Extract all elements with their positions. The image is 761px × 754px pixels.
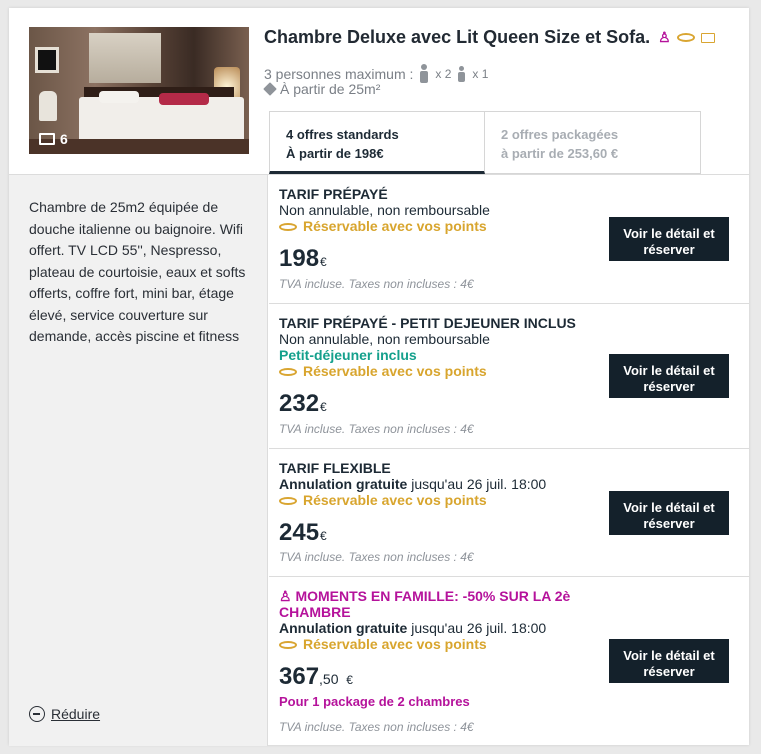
child-icon: [457, 66, 466, 83]
offer-taxes: TVA incluse. Taxes non incluses : 4€: [279, 422, 474, 436]
offer-price: [279, 519, 327, 547]
room-body: [9, 174, 749, 745]
offer-cancellation-bold: Annulation gratuite: [279, 476, 408, 492]
offer-price: [279, 390, 327, 418]
family-icon: ♙: [658, 29, 671, 45]
photo-art: [35, 47, 59, 73]
offer-item: [269, 577, 749, 746]
offer-item: [269, 449, 749, 577]
offer-conditions: Non annulable, non remboursable: [279, 202, 490, 218]
tab-standard-title: 4 offres standards: [286, 127, 399, 142]
reduce-label: Réduire: [51, 706, 101, 722]
offer-cancellation: [279, 476, 546, 493]
offer-points: [279, 636, 487, 653]
offer-price: [279, 663, 353, 691]
area-icon: [263, 82, 277, 96]
room-area: [264, 81, 380, 97]
offer-taxes: TVA incluse. Taxes non incluses : 4€: [279, 277, 474, 291]
tab-package-title: 2 offres packagées: [501, 127, 619, 142]
points-icon: [677, 33, 695, 42]
book-button[interactable]: Voir le détail et réserver: [609, 491, 729, 535]
reduce-link[interactable]: [29, 706, 100, 722]
book-button[interactable]: Voir le détail et réserver: [609, 217, 729, 261]
photo-count-label: 6: [60, 131, 68, 147]
offer-cancellation-rest: jusqu'au 26 juil. 18:00: [407, 620, 547, 636]
offer-cancellation: [279, 620, 546, 637]
offer-points: [279, 492, 487, 509]
offer-name: TARIF PRÉPAYÉ: [279, 186, 388, 202]
points-icon: [279, 497, 297, 505]
room-header: [9, 8, 749, 174]
points-icon: [279, 223, 297, 231]
photo-count[interactable]: [39, 131, 68, 147]
offer-item: [269, 175, 749, 304]
book-button[interactable]: Voir le détail et réserver: [609, 354, 729, 398]
offer-cancellation-bold: Annulation gratuite: [279, 620, 408, 636]
offer-taxes: TVA incluse. Taxes non incluses : 4€: [279, 550, 474, 564]
points-icon: [279, 368, 297, 376]
offer-cancellation-rest: jusqu'au 26 juil. 18:00: [407, 476, 547, 492]
room-title: [264, 27, 715, 48]
offer-conditions: Non annulable, non remboursable: [279, 331, 490, 347]
room-title-icons: [658, 29, 715, 46]
offer-price-int: 367: [279, 663, 320, 690]
points-icon: [279, 641, 297, 649]
offer-price-int: 198: [279, 245, 320, 272]
adult-icon: [419, 64, 429, 84]
offer-price-currency: €: [346, 673, 353, 687]
offer-price-cents: ,50: [319, 671, 339, 687]
book-button[interactable]: Voir le détail et réserver: [609, 639, 729, 683]
offer-price-currency: €: [320, 400, 327, 414]
adult-count: x 2: [435, 67, 452, 81]
offer-name: TARIF FLEXIBLE: [279, 460, 391, 476]
offer-package-note: Pour 1 package de 2 chambres: [279, 694, 470, 709]
room-sidebar: [9, 175, 268, 746]
offer-points: [279, 363, 487, 380]
offer-price-int: 245: [279, 519, 320, 546]
photo-pillow: [99, 91, 139, 103]
tab-standard-price: À partir de 198€: [286, 146, 384, 161]
photo-pillow: [159, 93, 209, 105]
room-photo[interactable]: [29, 27, 249, 154]
family-icon: ♙: [279, 588, 292, 604]
room-title-text: Chambre Deluxe avec Lit Queen Size et Sofa.: [264, 27, 651, 47]
offer-points-label: Réservable avec vos points: [303, 363, 487, 379]
room-card: [9, 8, 749, 745]
offer-breakfast: Petit-déjeuner inclus: [279, 347, 417, 363]
offer-points-label: Réservable avec vos points: [303, 218, 487, 234]
offer-points-label: Réservable avec vos points: [303, 492, 487, 508]
offer-name: TARIF PRÉPAYÉ - PETIT DEJEUNER INCLUS: [279, 315, 576, 331]
offer-name-text: MOMENTS EN FAMILLE: -50% SUR LA 2è CHAMBRE: [279, 588, 571, 620]
photo-window: [89, 33, 161, 83]
tab-package-offers[interactable]: [485, 111, 701, 174]
area-label: À partir de 25m²: [280, 81, 381, 97]
ticket-icon: [701, 33, 715, 43]
offer-price-int: 232: [279, 390, 320, 417]
room-description: Chambre de 25m2 équipée de douche italienne ou baignoire. Wifi offert. TV LCD 55'', Nespresso, plateau de courtoisie, eaux et softs offerts, coffre fort, mini bar, étage élevé, service couverture sur demande, accès piscine et fitness: [29, 199, 246, 344]
offer-points-label: Réservable avec vos points: [303, 636, 487, 652]
offer-price: [279, 245, 327, 273]
offer-points: [279, 218, 487, 235]
capacity-label: 3 personnes maximum :: [264, 66, 414, 82]
offer-price-currency: €: [320, 529, 327, 543]
tab-package-price: à partir de 253,60 €: [501, 146, 619, 161]
tab-standard-offers[interactable]: [269, 111, 485, 174]
minus-circle-icon: [29, 706, 45, 722]
gallery-icon: [39, 133, 55, 145]
child-count: x 1: [472, 67, 489, 81]
offer-name: [279, 588, 599, 620]
offer-item: [269, 304, 749, 449]
offer-taxes: TVA incluse. Taxes non incluses : 4€: [279, 720, 474, 734]
photo-vase: [39, 91, 57, 121]
offer-price-currency: €: [320, 255, 327, 269]
offer-list: [269, 175, 749, 746]
